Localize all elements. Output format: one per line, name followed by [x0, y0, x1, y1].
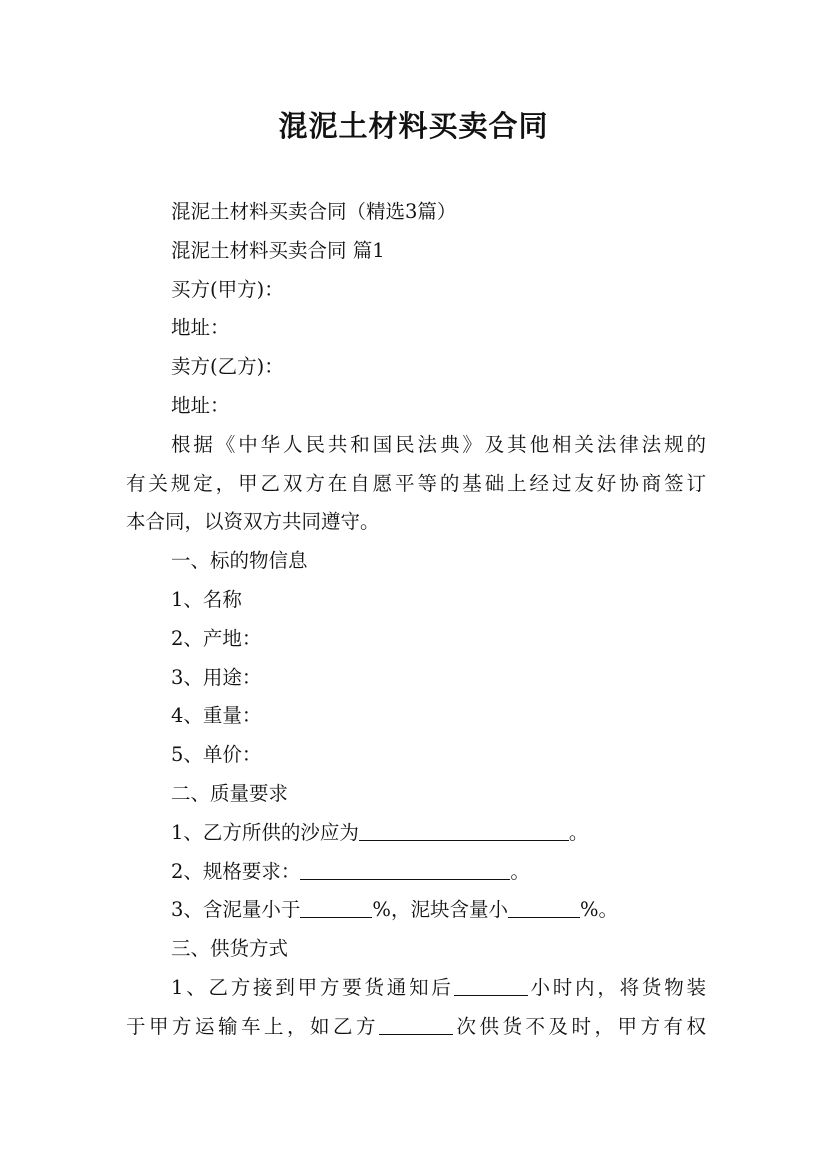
list-item [126, 1008, 706, 1047]
list-item: 4、重量： [171, 704, 262, 728]
list-item-text: 次供货不及时，甲方有权 [453, 1014, 706, 1038]
list-item-text: 3、含泥量小于 [171, 898, 301, 922]
list-item-text: 。 [510, 859, 530, 883]
list-item [126, 969, 706, 1008]
document-title: 混泥土材料买卖合同 [278, 109, 549, 143]
subtitle-line: 混泥土材料买卖合同（精选3篇） [171, 200, 457, 223]
buyer-address-line: 地址： [171, 316, 230, 340]
list-item-text: 1、乙方接到甲方要货通知后 [171, 975, 454, 999]
list-item: 1、名称 [171, 587, 242, 611]
seller-address-line: 地址： [171, 393, 230, 417]
list-item [126, 814, 706, 853]
list-item-text: 小时内，将货物装 [527, 975, 706, 999]
list-item-text: 于甲方运输车上，如乙方 [126, 1014, 379, 1038]
list-item: 5、单价： [171, 743, 262, 767]
fill-in-blank [508, 898, 580, 919]
paragraph-line: 本合同，以资双方共同遵守。 [126, 510, 380, 534]
list-item [126, 891, 706, 930]
section-heading: 三、供货方式 [171, 937, 289, 961]
fill-in-blank [300, 898, 372, 919]
list-item-text: 1、乙方所供的沙应为 [171, 820, 359, 844]
section-heading-part1: 混泥土材料买卖合同 篇1 [171, 238, 385, 262]
list-item-text: 。 [568, 820, 589, 844]
document-body [126, 193, 706, 1047]
section-heading: 二、质量要求 [171, 781, 289, 805]
paragraph-line: 有关规定，甲乙双方在自愿平等的基础上经过友好协商签订 [126, 471, 706, 495]
fill-in-blank [359, 820, 569, 841]
section-heading: 一、标的物信息 [171, 549, 308, 573]
fill-in-blank [379, 1014, 453, 1035]
list-item-text: %，泥块含量小 [372, 898, 508, 922]
list-item-text: 2、规格要求： [171, 859, 301, 883]
list-item [126, 853, 706, 892]
fill-in-blank [300, 859, 510, 880]
list-item: 2、产地： [171, 626, 262, 650]
list-item: 3、用途： [171, 665, 262, 689]
list-item-text: %。 [579, 898, 618, 922]
paragraph-line: 根据《中华人民共和国民法典》及其他相关法律法规的 [171, 432, 706, 456]
fill-in-blank [454, 975, 528, 996]
buyer-line: 买方(甲方)： [171, 277, 284, 301]
seller-line: 卖方(乙方)： [171, 355, 284, 379]
